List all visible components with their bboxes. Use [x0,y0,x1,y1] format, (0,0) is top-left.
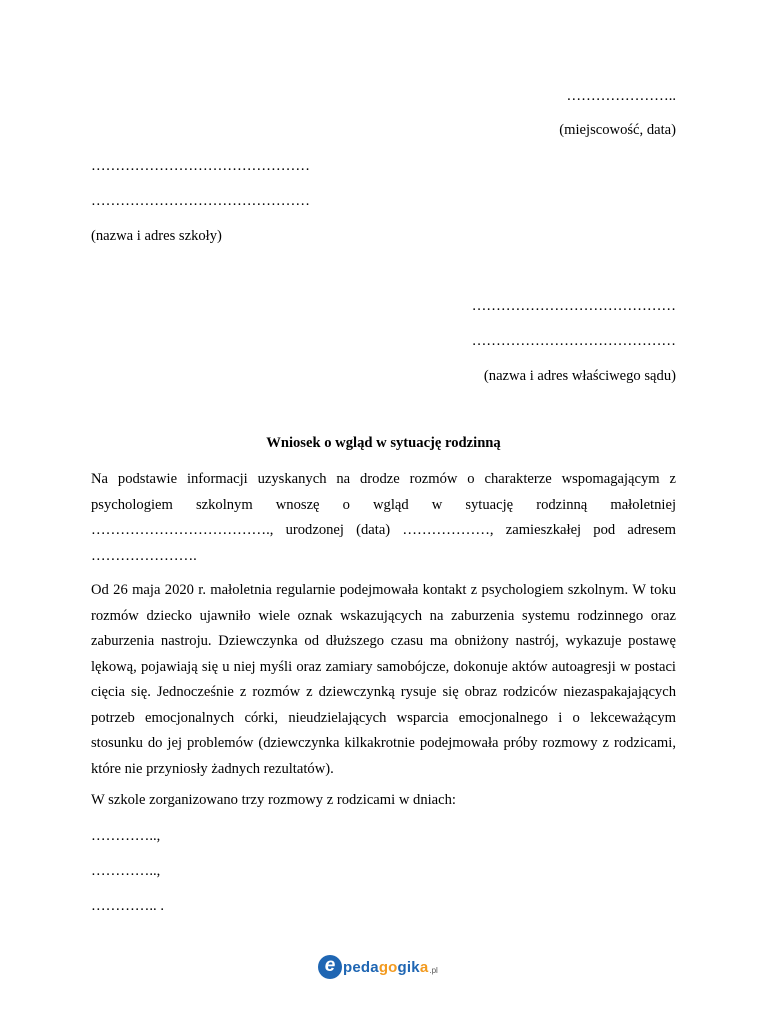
school-label: (nazwa i adres szkoły) [91,228,222,244]
paragraph-intro: Na podstawie informacji uzyskanych na drodze rozmów o charakterze wspomagającym z psychologiem szkolnym wnoszę o wgląd w sytuację rodzinną małoletniej ………………………………., urodzonej (data) ………………, zamieszkałej pod adresem …………………. [91,471,676,564]
logo-part-4: a [419,958,429,976]
logo-part-1: peda [343,958,379,976]
school-line-2: ……………………………………… [91,193,310,209]
court-line-1: …………………………………… [471,298,676,314]
meeting-date-1: ………….., [91,828,161,844]
meeting-date-3: ………….. . [91,898,164,914]
school-line-1: ……………………………………… [91,158,310,174]
paragraph-meetings: W szkole zorganizowano trzy rozmowy z rodzicami w dniach: [91,792,456,808]
court-line-2: …………………………………… [471,333,676,349]
paragraph-description: Od 26 maja 2020 r. małoletnia regularnie podejmowała kontakt z psychologiem szkolnym. W toku rozmów dziecko ujawniło wiele oznak wskazujących na zaburzenia systemu rodzinnego oraz zaburzenia nastroju. Dziewczynka od dłuższego czasu ma obniżony nastrój, wykazuje postawę lękową, pojawiają się u niej myśli oraz zamiary samobójcze, dokonuje aktów autoagresji w postaci cięcia się. Jednocześnie z rozmów z dziewczynką rysuje się obraz rodziców niezaspakajających potrzeb emocjonalnych córki, nieudzielających wsparcia emocjonalnego i o lekceważącym stosunku do jej problemów (dziewczynka kilkakrotnie podejmowała próby rozmowy z rodzicami, które nie przyniosły żadnych rezultatów). [91,582,676,777]
logo-tld: .pl [429,965,438,975]
document-title: Wniosek o wgląd w sytuację rodzinną [266,435,501,451]
logo-part-3: gik [397,958,420,976]
place-date-label: (miejscowość, data) [559,122,676,138]
epedagogika-logo-icon: e [318,955,342,979]
epedagogika-logo[interactable] [318,952,438,982]
court-label: (nazwa i adres właściwego sądu) [483,368,676,384]
logo-part-2: go [378,958,398,976]
logo-wordmark [343,959,428,976]
meeting-date-2: ………….., [91,863,161,879]
place-date-dots: ………………….. [566,88,676,104]
